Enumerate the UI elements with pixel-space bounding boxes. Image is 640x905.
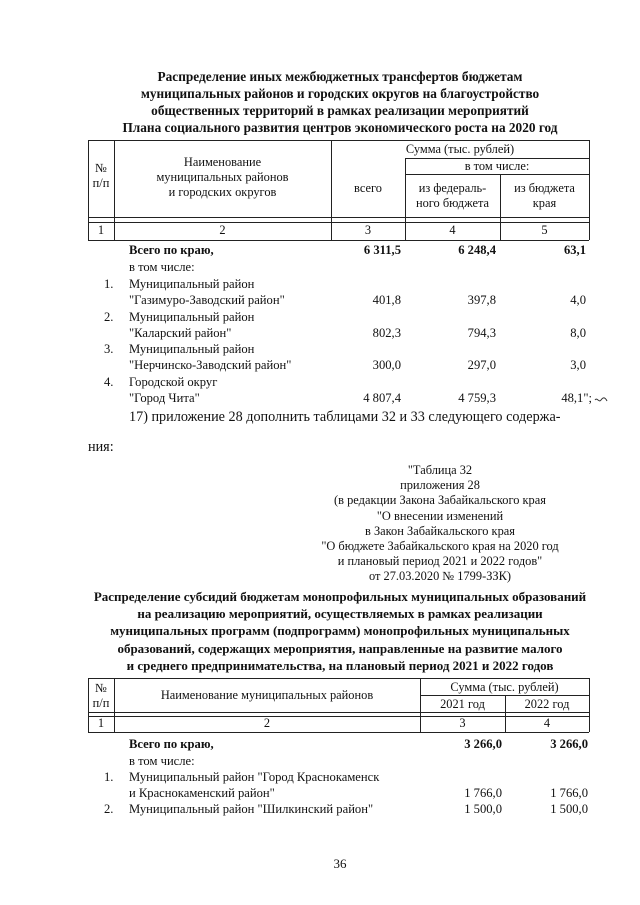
row-name-line1: Муниципальный район — [129, 342, 255, 356]
row-2021: 1 766,0 — [464, 786, 502, 800]
row-name-line1: Муниципальный район "Город Краснокаменск — [129, 770, 380, 784]
note-line: в Закон Забайкальского края — [365, 523, 515, 538]
header-regional-line: из бюджета — [514, 181, 575, 195]
table31-header-total: всего — [354, 181, 382, 195]
col-number: 2 — [263, 716, 271, 730]
col-number: 4 — [543, 716, 551, 730]
table32-header-name: Наименование муниципальных районов — [160, 688, 374, 702]
incl-label: в том числе: — [129, 754, 195, 768]
header-regional-line: края — [532, 196, 557, 210]
total-label: Всего по краю, — [129, 737, 214, 751]
col-number: 4 — [449, 223, 456, 237]
header-name-line: и городских округов — [168, 185, 277, 199]
row-total: 4 807,4 — [363, 391, 401, 405]
header-federal-line: из федераль- — [418, 181, 487, 195]
table32-header-sum: Сумма (тыс. рублей) — [450, 680, 559, 694]
row-name-line2: "Газимуро-Заводский район" — [129, 293, 285, 307]
table31-header-federal — [405, 181, 500, 211]
row-number: 1. — [104, 277, 114, 291]
total-value: 6 311,5 — [363, 243, 401, 257]
header-federal-line: ного бюджета — [415, 196, 490, 210]
row-federal: 397,8 — [467, 293, 496, 307]
col-number: 3 — [459, 716, 466, 730]
header-name-line: муниципальных районов — [156, 170, 289, 184]
row-name-line2: "Нерчинско-Заводский район" — [129, 358, 292, 372]
row-2021: 1 500,0 — [464, 802, 502, 816]
total-2022: 3 266,0 — [550, 737, 588, 751]
table32-title-line: на реализацию мероприятий, осуществляемых в рамках реализации — [137, 606, 543, 622]
col-number: 2 — [219, 223, 226, 237]
col-number: 3 — [364, 223, 372, 237]
total-regional: 63,1 — [563, 243, 586, 257]
table32-title-line: образований, содержащих мероприятия, направленные на развитие малого — [117, 640, 563, 656]
row-regional: 3,0 — [570, 358, 586, 372]
table32-title-line: муниципальных программ (подпрограмм) монопрофильных муниципальных — [110, 623, 570, 639]
table31-header-sum: Сумма (тыс. рублей) — [405, 142, 515, 156]
page-number: 36 — [333, 856, 347, 871]
row-total: 300,0 — [372, 358, 401, 372]
row-regional: 4,0 — [570, 293, 586, 307]
row-federal: 794,3 — [467, 326, 496, 340]
col-number: 1 — [97, 716, 105, 730]
row-federal: 4 759,3 — [458, 391, 496, 405]
row-name-line1: Муниципальный район "Шилкинский район" — [129, 802, 374, 816]
pen-mark-icon — [594, 396, 608, 404]
row-regional: 8,0 — [570, 326, 586, 340]
table31-header-regional — [500, 181, 589, 211]
table31-header-name — [114, 155, 331, 200]
paragraph-17-line1: 17) приложение 28 дополнить таблицами 32 и 33 следующего содержа- — [129, 409, 561, 425]
row-2022: 1 766,0 — [550, 786, 588, 800]
row-regional: 48,1"; — [561, 391, 592, 405]
row-total: 802,3 — [372, 326, 401, 340]
note-line: приложения 28 — [400, 478, 480, 493]
paragraph-17-line2: ния: — [88, 439, 114, 455]
row-total: 401,8 — [372, 293, 401, 307]
col-number: 5 — [541, 223, 548, 237]
row-name-line2: "Каларский район" — [129, 326, 232, 340]
table32-header-2022: 2022 год — [524, 697, 570, 711]
table31-title-line: общественных территорий в рамках реализации мероприятий — [151, 103, 529, 118]
row-number: 1. — [104, 770, 114, 784]
header-name-line: Наименование — [183, 155, 262, 169]
header-num-symbol: № — [95, 681, 107, 695]
row-name-line1: Муниципальный район — [129, 310, 255, 324]
table32-header-num — [88, 681, 114, 711]
row-2022: 1 500,0 — [550, 802, 588, 816]
row-number: 3. — [104, 342, 114, 356]
table32-header-2021: 2021 год — [440, 697, 485, 711]
header-num-label: п/п — [92, 696, 110, 710]
row-name-line2: "Город Чита" — [129, 391, 200, 405]
table31-title-line: Распределение иных межбюджетных трансфертов бюджетам — [157, 69, 523, 84]
row-number: 2. — [104, 802, 114, 816]
table31-header-num — [88, 161, 114, 191]
table32-title-line: и среднего предпринимательства, на плановый период 2021 и 2022 годов — [126, 657, 554, 673]
row-name-line1: Муниципальный район — [129, 277, 255, 291]
row-name-line1: Городской округ — [129, 375, 218, 389]
col-number: 1 — [97, 223, 105, 237]
header-num-symbol: № — [95, 161, 107, 175]
header-num-label: п/п — [92, 176, 110, 190]
total-2021: 3 266,0 — [464, 737, 502, 751]
note-line: "О внесении изменений — [376, 508, 504, 523]
table32-title — [80, 588, 600, 674]
table31-title — [90, 68, 590, 136]
table32-note — [300, 463, 580, 585]
total-label: Всего по краю, — [129, 243, 214, 257]
row-federal: 297,0 — [467, 358, 496, 372]
table32-title-line: Распределение субсидий бюджетам монопрофильных муниципальных образований — [93, 589, 587, 604]
incl-label: в том числе: — [129, 260, 195, 274]
row-number: 2. — [104, 310, 114, 324]
note-line: от 27.03.2020 № 1799-ЗЗК) — [368, 569, 512, 584]
total-federal: 6 248,4 — [458, 243, 496, 257]
note-line: и плановый период 2021 и 2022 годов" — [337, 554, 543, 569]
table31-title-line: муниципальных районов и городских округов на благоустройство — [140, 86, 540, 101]
row-number: 4. — [104, 375, 114, 389]
note-line: (в редакции Закона Забайкальского края — [334, 493, 546, 508]
note-line: "О бюджете Забайкальского края на 2020 год — [321, 539, 559, 554]
table31-header-incl: в том числе: — [464, 159, 530, 173]
note-line: "Таблица 32 — [407, 463, 473, 477]
table31-title-line: Плана социального развития центров экономического роста на 2020 год — [122, 120, 558, 135]
row-name-line2: и Краснокаменский район" — [129, 786, 275, 800]
